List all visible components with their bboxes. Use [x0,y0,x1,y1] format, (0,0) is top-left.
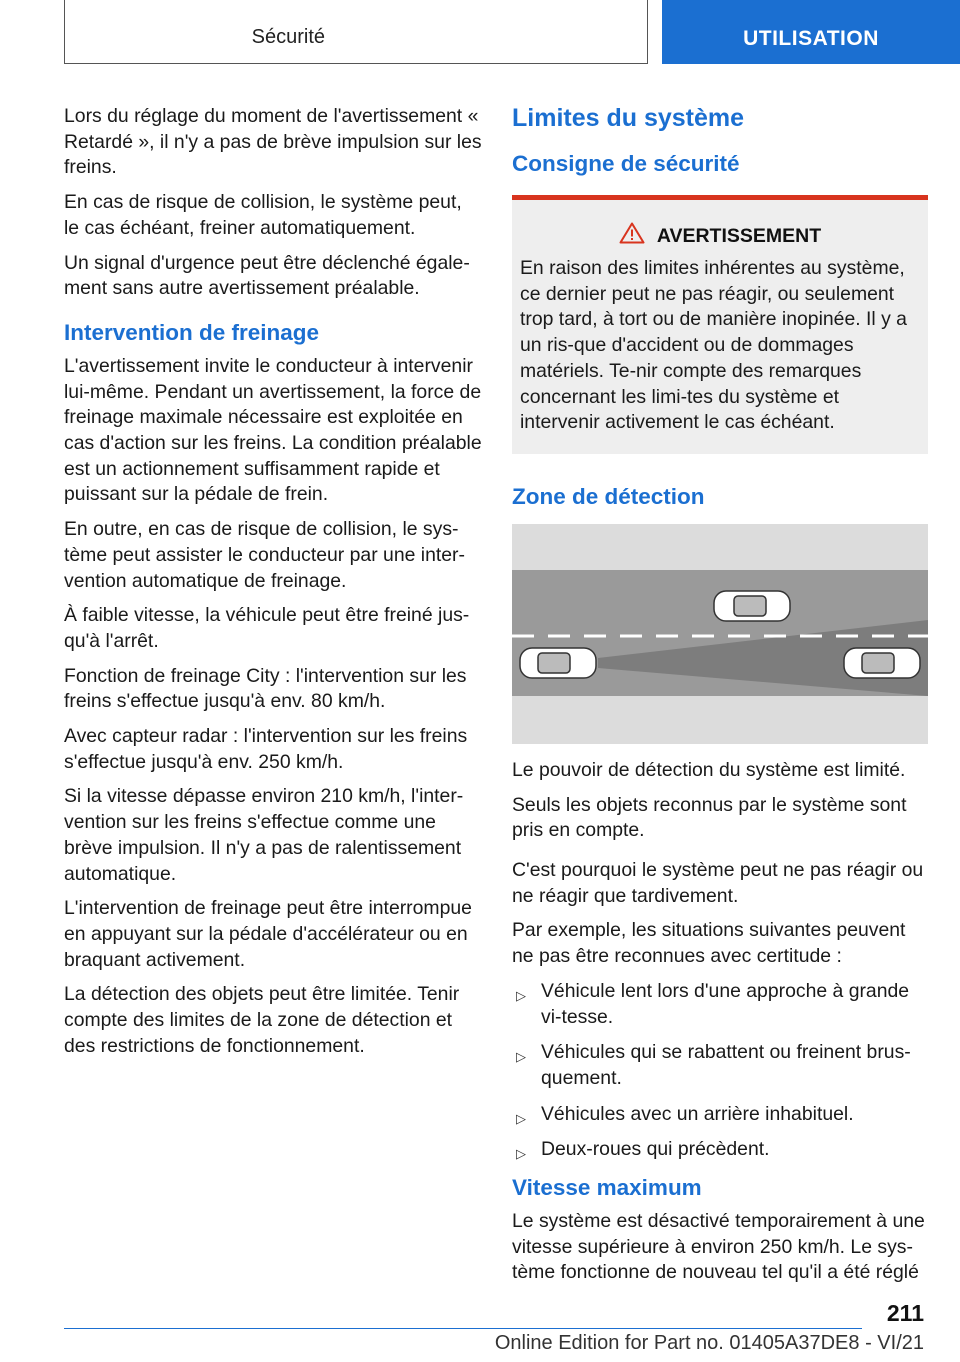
warning-triangle-icon [619,222,645,250]
list-item [512,1040,928,1091]
list-item-text: Véhicules avec un arrière inhabituel. [541,1102,854,1125]
paragraph: Par exemple, les situations suivantes peuvent ne pas être reconnues avec certitude : [512,919,906,968]
paragraph: Avec capteur radar : l'intervention sur les freins s'effectue jusqu'à env. 250 km/h. [64,725,468,773]
list-item-text: Véhicule lent lors d'une approche à grande vi-tesse. [541,979,910,1028]
paragraph: Le pouvoir de détection du système est limité. [512,758,906,781]
chapter-label: UTILISATION [743,27,879,50]
left-column [64,104,482,1069]
warning-box [512,195,928,454]
paragraph: Lors du réglage du moment de l'avertissement « Retardé », il n'y a pas de brève impulsion sur les freins. [64,105,482,179]
bullet-list [512,979,928,1163]
paragraph: C'est pourquoi le système peut ne pas réagir ou ne réagir que tardivement. [512,859,924,907]
heading-intervention: Intervention de freinage [64,319,320,345]
paragraph: Fonction de freinage City : l'intervention sur les freins s'effectue jusqu'à env. 80 km/h. [64,664,467,713]
triangle-bullet-icon: ▷ [516,987,526,1003]
triangle-bullet-icon: ▷ [516,1110,526,1126]
warning-title: AVERTISSEMENT [656,224,822,247]
warning-header [520,222,920,250]
car-ahead-left-lane [714,591,790,621]
list-item-text: Deux-roues qui précèdent. [541,1138,770,1161]
detection-zone-illustration [512,524,928,744]
header-section-title: Sécurité [251,26,325,48]
own-car [520,648,596,678]
right-column [512,104,928,1295]
page-number: 211 [886,1300,924,1326]
list-item [512,1137,928,1163]
heading-safety: Consigne de sécurité [512,151,740,176]
triangle-bullet-icon: ▷ [516,1049,526,1065]
paragraph: En cas de risque de collision, le système peut, le cas échéant, freiner automatiquement. [64,191,462,239]
list-item [512,979,928,1030]
triangle-bullet-icon: ▷ [516,1146,526,1162]
paragraph: Seuls les objets reconnus par le système sont pris en compte. [512,793,907,842]
header-frame [64,0,648,64]
paragraph: Un signal d'urgence peut être déclenché égale-ment sans autre avertissement préalable. [64,251,470,300]
footer-edition: Online Edition for Part no. 01405A37DE8 - VI/21 [494,1332,924,1354]
paragraph: La détection des objets peut être limitée. Tenir compte des limites de la zone de détection et des restrictions de fonctionnement. [64,983,460,1057]
footer-divider [64,1328,862,1329]
paragraph: L'avertissement invite le conducteur à intervenir lui-même. Pendant un avertissement, la force de freinage maximale nécessaire est exploitée en cas d'action sur les freins. La condition préalable est un actionnement suffisamment rapide et puissant sur la pédale de frein. [64,354,482,506]
paragraph: L'intervention de freinage peut être interrompue en appuyant sur la pédale d'accélérateur ou en braquant activement. [64,897,472,971]
paragraph: À faible vitesse, la véhicule peut être freiné jus-qu'à l'arrêt. [64,604,470,652]
heading-zone: Zone de détection [512,483,705,509]
header-chapter-tab [662,0,960,64]
list-item [512,1102,928,1128]
paragraph: Si la vitesse dépasse environ 210 km/h, l'inter-vention sur les freins s'effectue comme une brève impulsion. Il n'y a pas de ralentissement automatique. [64,785,464,885]
paragraph: En outre, en cas de risque de collision, le sys-tème peut assister le conducteur par une inter-vention automatique de freinage. [64,518,465,592]
list-item-text: Véhicules qui se rabattent ou freinent brus-quement. [541,1041,911,1089]
heading-speed: Vitesse maximum [512,1175,702,1201]
heading-limits: Limites du système [512,104,745,132]
car-ahead-same-lane [844,648,920,678]
paragraph: Le système est désactivé temporairement à une vitesse supérieure à environ 250 km/h. Le sys-tème fonctionne de nouveau tel qu'il a été réglé [512,1210,925,1284]
warning-text: En raison des limites inhérentes au système, ce dernier peut ne pas réagir, ou seulement trop tard, à tort ou de manière inopinée. Il y a un ris-que d'accident ou de dommages matériels. Te-nir compte des remarques concernant les limi-tes du système et intervenir activement le cas échéant. [520,257,907,434]
